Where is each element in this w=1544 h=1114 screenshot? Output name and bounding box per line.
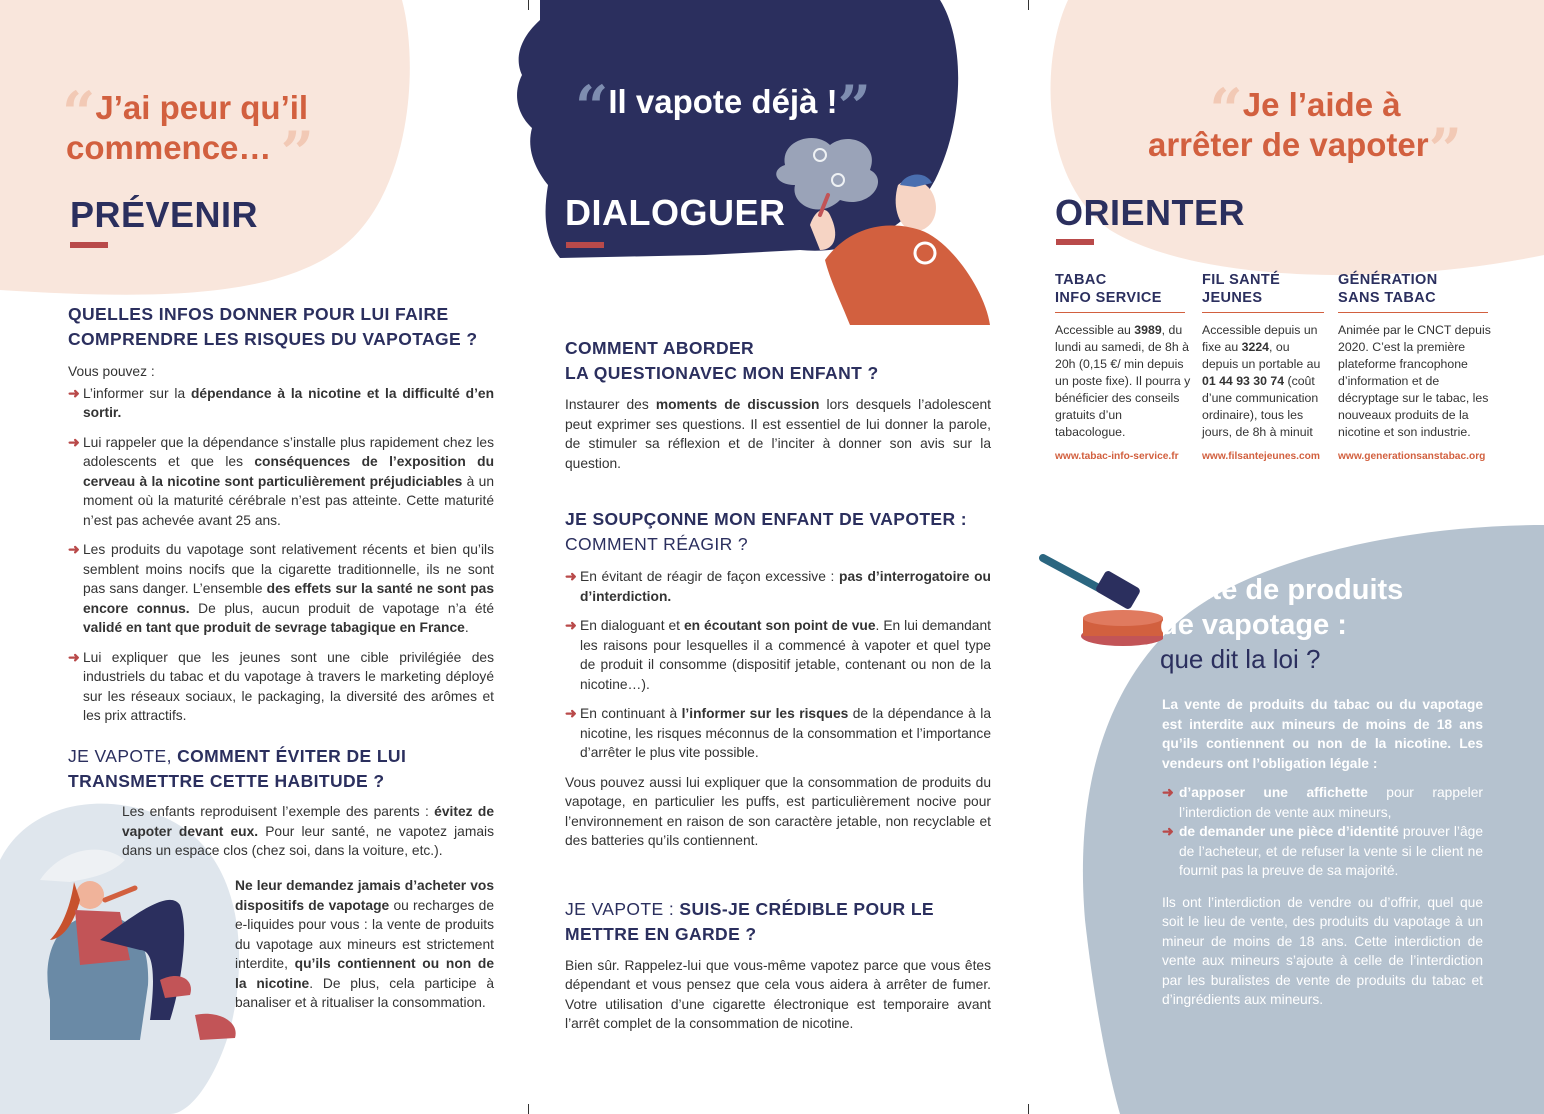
arrow-right-icon: ➜ — [1162, 824, 1174, 839]
column-rule — [1055, 312, 1185, 313]
arrow-right-icon: ➜ — [68, 434, 80, 450]
panel1-quote-title: “J’ai peur qu’il commence… ” — [62, 79, 314, 187]
list-item: ➜ Lui expliquer que les jeunes sont une cible privilégiée des industriels du tabac et du vapotage à travers le marketing déployé sur les réseaux sociaux, le packaging, la diversité des arômes et les prix attractifs. — [68, 649, 494, 723]
law-content — [1162, 695, 1483, 1010]
column-heading: GÉNÉRATION SANS TABAC — [1338, 272, 1438, 306]
column-text: Accessible au 3989, du lundi au samedi, de 8h à 20h (0,15 €/ min depuis un poste fixe). Il pourra y bénéficier des conseils gratuits d’un tabacologue. — [1055, 323, 1191, 439]
column-heading: TABAC INFO SERVICE — [1055, 272, 1162, 306]
arrow-right-icon: ➜ — [1162, 785, 1174, 800]
link-tabac-info-service[interactable]: www.tabac-info-service.fr — [1055, 451, 1179, 462]
column-tabac-info-service — [1055, 271, 1193, 462]
column-heading: FIL SANTÉ JEUNES — [1202, 272, 1281, 306]
crop-mark — [1028, 0, 1029, 10]
list-item: ➜ Les produits du vapotage sont relativement récents et bien qu’ils semblent moins nocifs que la cigarette traditionnelle, ils ne sont pas sans danger. L’ensemble des effets sur la santé ne sont pas encore connus. De plus, aucun produit de vapotage n’a été validé en tant que produit de sevrage tabagique en France. — [68, 542, 495, 635]
link-fil-sante-jeunes[interactable]: www.filsantejeunes.com — [1202, 451, 1320, 462]
law-paragraph: Ils ont l’interdiction de vendre ou d’offrir, quel que soit le lieu de vente, des produits du vapotage à un mineur de moins de 18 ans. Cette interdiction de vente aux mineurs s’ajoute à celle de l’interdiction par les buralistes de vente de produits du tabac et d’ingrédients aux mineurs. — [1162, 894, 1483, 1007]
crop-mark — [528, 1104, 529, 1114]
panel2-content — [565, 336, 991, 1034]
gavel-icon — [1038, 548, 1163, 648]
paragraph-achat: Ne leur demandez jamais d’acheter vos dispositifs de vapotage ou recharges de e-liquides pour vous : la vente de produits du vapotage aux mineurs est strictement interdite, qu’ils contiennent ou non de la nicotine. De plus, cela participe à banaliser et à ritualiser la consommation. — [235, 878, 495, 1010]
quote-close-mark: ” — [837, 73, 871, 141]
heading-credible: JE VAPOTE : SUIS-JE CRÉDIBLE POUR LE METTRE EN GARDE ? — [565, 898, 935, 944]
list-item: ➜ En dialoguant et en écoutant son point de vue. En lui demandant les raisons pour lesquelles il a commencé à vapoter et quel type de produit il consomme (dispositif jetable, contenant ou non de la nicotine…). — [565, 618, 991, 692]
column-fil-sante-jeunes — [1202, 271, 1328, 462]
heading-infos: QUELLES INFOS DONNER POUR LUI FAIRE COMPRENDRE LES RISQUES DU VAPOTAGE ? — [68, 304, 478, 349]
crop-mark — [1028, 1104, 1029, 1114]
heading-je-vapote: JE VAPOTE, COMMENT ÉVITER DE LUI TRANSMETTRE CETTE HABITUDE ? — [68, 745, 407, 791]
arrow-right-icon: ➜ — [565, 569, 577, 584]
intro-text: Vous pouvez : — [68, 364, 155, 379]
list-item: ➜ L’informer sur la dépendance à la nicotine et la difficulté d’en sortir. — [68, 385, 495, 420]
quote-open-mark: “ — [1209, 76, 1243, 144]
column-rule — [1202, 312, 1324, 313]
list-item: ➜ d’apposer une affichette pour rappeler l’interdiction de vente aux mineurs, — [1162, 785, 1483, 820]
quote-close-mark: ” — [1428, 116, 1462, 184]
title-underline — [566, 242, 604, 248]
list-item: ➜ de demander une pièce d’identité prouver l’âge de l’acheteur, et de refuser la vente si le client ne fournit pas la preuve de sa majorité. — [1162, 824, 1483, 878]
arrow-right-icon: ➜ — [68, 649, 80, 665]
title-underline — [1056, 239, 1094, 245]
column-text: Accessible depuis un fixe au 3224, ou depuis un portable au 01 44 93 30 74 (coût d’une communication ordinaire), tous les jours, de 8h à minuit — [1202, 323, 1321, 439]
arrow-right-icon: ➜ — [565, 618, 577, 633]
quote-open-mark: “ — [575, 73, 609, 141]
column-generation-sans-tabac — [1338, 271, 1494, 462]
column-rule — [1338, 312, 1488, 313]
arrow-right-icon: ➜ — [68, 385, 80, 401]
heading-je-soupconne: JE SOUPÇONNE MON ENFANT DE VAPOTER : COMMENT RÉAGIR ? — [565, 509, 968, 554]
paragraph-bien-sur: Bien sûr. Rappelez-lui que vous-même vapotez parce que vous êtes dépendant et vous pensez que cela vous aidera à arrêter de fumer. Votre utilisation d’une cigarette électronique est temporaire avant l’arrêt complet de la consommation de nicotine. — [565, 957, 991, 1031]
paragraph-discussion: Instaurer des moments de discussion lors desquels l’adolescent peut exprimer ses questions. Il est essentiel de lui donner la parole, de stimuler sa réflexion et de l’inciter à donner son avis sur la question. — [565, 397, 991, 471]
list-item: ➜ En continuant à l’informer sur les risques de la dépendance à la nicotine, les risques méconnus de la consommation et l’importance d’arrêter le plus vite possible. — [565, 706, 992, 760]
title-underline — [70, 242, 108, 248]
section-title-orienter: ORIENTER — [1055, 192, 1246, 233]
panel1-content — [68, 302, 494, 794]
teen-vaping-illustration — [720, 125, 1000, 325]
column-text: Animée par le CNCT depuis 2020. C’est la première plateforme francophone d’information et de décryptage sur le tabac, les nouveaux produits de la nicotine et son industrie. — [1338, 323, 1491, 439]
arrow-right-icon: ➜ — [565, 706, 577, 721]
section-title-prevenir: PRÉVENIR — [70, 194, 259, 235]
section-title-dialoguer: DIALOGUER — [565, 192, 786, 233]
link-generation-sans-tabac[interactable]: www.generationsanstabac.org — [1338, 451, 1486, 462]
list-item: ➜ Lui rappeler que la dépendance s’installe plus rapidement chez les adolescents et que les conséquences de l’exposition du cerveau à la nicotine sont particulièrement préjudiciables à un moment où la maturité cérébrale n’est pas atteinte. Cette maturité n’est pas achevée avant 25 ans. — [68, 434, 495, 528]
law-title: Vente de produits de vapotage : que dit la loi ? — [1160, 574, 1404, 674]
law-intro: La vente de produits du tabac ou du vapotage est interdite aux mineurs de moins de 18 ans qu’ils contiennent ou non de la nicotine. Les vendeurs ont l’obligation légale : — [1162, 697, 1483, 771]
arrow-right-icon: ➜ — [68, 542, 80, 557]
quote-open-mark: “ — [62, 79, 96, 147]
panel3-quote-title: “Je l’aide à arrêter de vapoter” — [1147, 76, 1462, 184]
paragraph-environnement: Vous pouvez aussi lui expliquer que la consommation de produits du vapotage, en particulier les puffs, est particulièrement nocive pour l’environnement en raison de son caractère jetable, non recyclable et des batteries qu’ils contiennent. — [565, 774, 991, 848]
quote-close-mark: ” — [280, 119, 314, 187]
panel2-quote-title: “Il vapote déjà !” — [575, 73, 871, 141]
woman-vaping-illustration — [30, 820, 250, 1050]
heading-comment-aborder: COMMENT ABORDER LA QUESTIONAVEC MON ENFANT ? — [565, 338, 879, 383]
paragraph-exemple: Les enfants reproduisent l’exemple des parents : évitez de vapoter devant eux. Pour leur santé, ne vapotez jamais dans un espace clos (chez soi, dans la voiture, etc.). — [122, 804, 494, 858]
crop-mark — [528, 0, 529, 10]
list-item: ➜ En évitant de réagir de façon excessive : pas d’interrogatoire ou d’interdiction. — [565, 569, 991, 604]
